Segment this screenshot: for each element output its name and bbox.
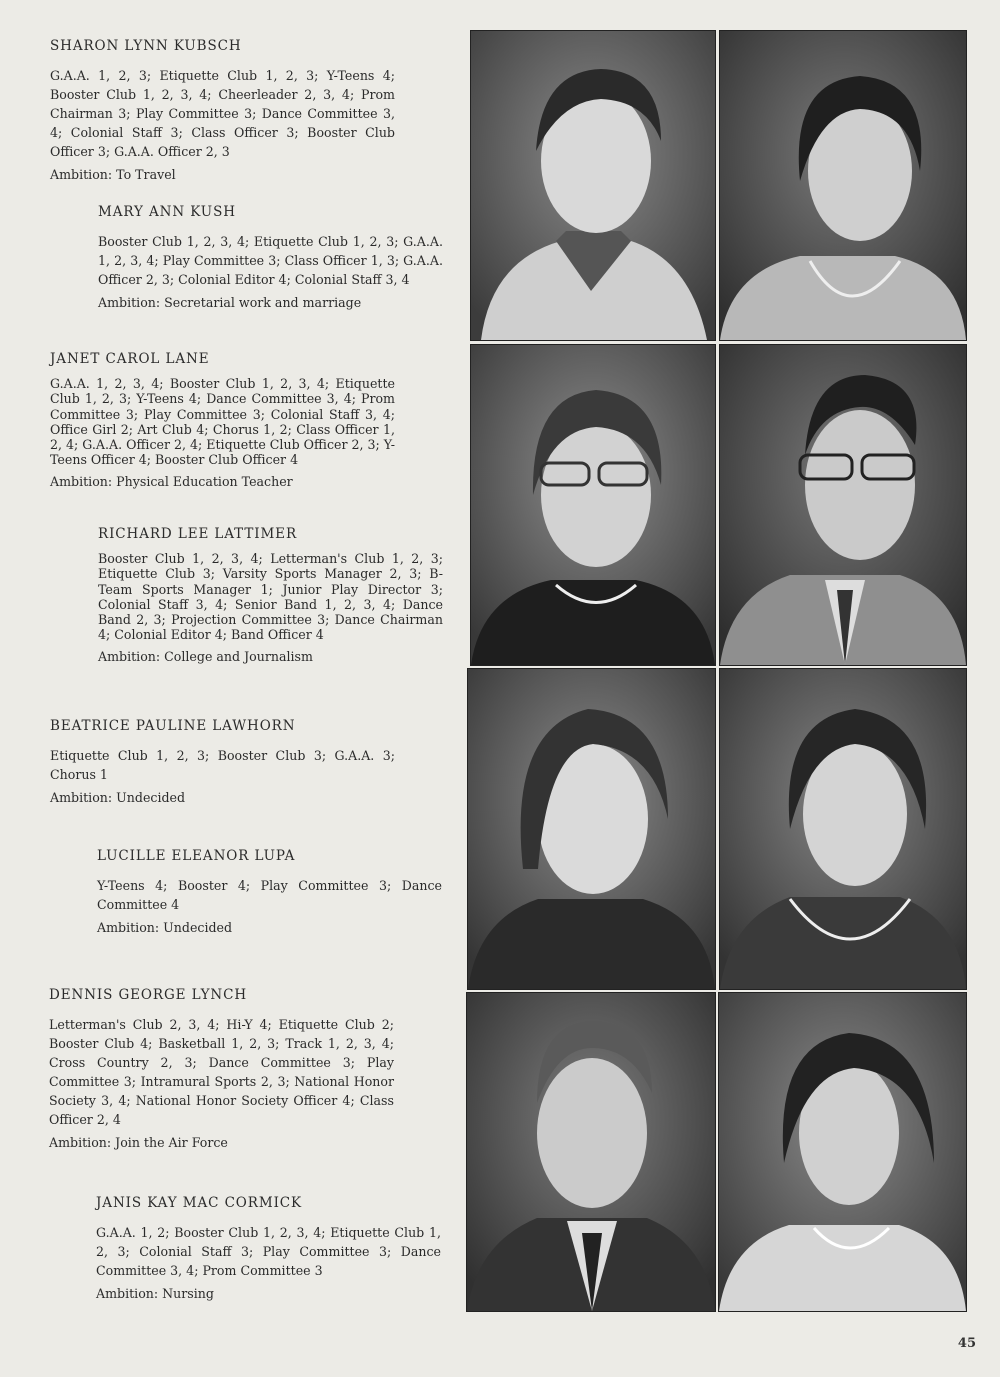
student-activities: Booster Club 1, 2, 3, 4; Etiquette Club 1, 2, 3; G.A.A. 1, 2, 3, 4; Play Committee 3; Class Officer 1, 3; G.A.A. Officer 2, 3; Colonial Editor 4; Colonial Staff 3, 4 <box>98 234 443 287</box>
student-ambition: Ambition: Join the Air Force <box>49 1135 228 1150</box>
student-entry <box>50 38 395 184</box>
student-entry <box>50 351 395 491</box>
student-entry <box>49 987 394 1152</box>
student-activities: Booster Club 1, 2, 3, 4; Letterman's Club 1, 2, 3; Etiquette Club 3; Varsity Sports Manager 2, 3; B-Team Sports Manager 1; Junior Play Director 3; Colonial Staff 3, 4; Senior Band 1, 2, 3, 4; Dance Band 2, 3; Projection Committee 3; Dance Chairman 4; Colonial Editor 4; Band Officer 4 <box>98 551 443 643</box>
student-name: DENNIS GEORGE LYNCH <box>49 987 248 1003</box>
student-ambition: Ambition: Undecided <box>50 790 186 805</box>
student-entry <box>97 848 442 937</box>
student-name: JANIS KAY MAC CORMICK <box>96 1195 303 1211</box>
student-activities: Letterman's Club 2, 3, 4; Hi-Y 4; Etiquette Club 2; Booster Club 4; Basketball 1, 2, 3; Track 1, 2, 3, 4; Cross Country 2, 3; Dance Committee 3; Play Committee 3; Intramural Sports 2, 3; National Honor Society 3, 4; National Honor Society Officer 4; Class Officer 2, 4 <box>49 1017 394 1127</box>
student-ambition: Ambition: To Travel <box>50 167 176 182</box>
student-portrait <box>467 668 716 990</box>
student-ambition: Ambition: Nursing <box>96 1286 214 1301</box>
student-activities: G.A.A. 1, 2, 3; Etiquette Club 1, 2, 3; Y-Teens 4; Booster Club 1, 2, 3, 4; Cheerleader 2, 3, 4; Prom Chairman 3; Play Committee 3; Dance Committee 3, 4; Colonial Staff 3; Class Officer 3; Booster Club Officer 3; G.A.A. Officer 2, 3 <box>50 68 395 159</box>
student-ambition: Ambition: Undecided <box>97 920 233 935</box>
student-entry <box>98 204 443 312</box>
student-activities: Etiquette Club 1, 2, 3; Booster Club 3; G.A.A. 3; Chorus 1 <box>50 748 395 782</box>
student-activities: Y-Teens 4; Booster 4; Play Committee 3; Dance Committee 4 <box>97 878 442 912</box>
student-portrait <box>718 992 967 1312</box>
student-ambition: Ambition: Physical Education Teacher <box>50 473 293 489</box>
student-name: RICHARD LEE LATTIMER <box>98 526 298 542</box>
student-name: JANET CAROL LANE <box>50 351 210 367</box>
student-activities: G.A.A. 1, 2, 3, 4; Booster Club 1, 2, 3, 4; Etiquette Club 1, 2, 3; Y-Teens 4; Dance Committee 3, 4; Prom Committee 3; Play Committee 3; Colonial Staff 3, 4; Office Girl 2; Art Club 4; Chorus 1, 2; Class Officer 1, 2, 4; G.A.A. Officer 2, 4; Etiquette Club Officer 2, 3; Y-Teens Officer 4; Booster Club Officer 4 <box>50 376 395 468</box>
student-portrait <box>470 344 716 666</box>
student-activities: G.A.A. 1, 2; Booster Club 1, 2, 3, 4; Etiquette Club 1, 2, 3; Colonial Staff 3; Play Committee 3; Dance Committee 3, 4; Prom Committee 3 <box>96 1225 441 1278</box>
student-ambition: Ambition: Secretarial work and marriage <box>98 295 362 310</box>
student-entry <box>96 1195 441 1303</box>
student-name: LUCILLE ELEANOR LUPA <box>97 848 296 864</box>
student-entry <box>50 718 395 807</box>
student-ambition: Ambition: College and Journalism <box>98 648 313 664</box>
student-portrait <box>719 30 967 341</box>
student-portrait <box>719 668 967 990</box>
student-portrait <box>466 992 716 1312</box>
student-name: MARY ANN KUSH <box>98 204 236 220</box>
student-entry <box>98 526 443 666</box>
student-portrait <box>470 30 716 341</box>
student-name: SHARON LYNN KUBSCH <box>50 38 242 54</box>
page-number: 45 <box>957 1336 976 1351</box>
student-name: BEATRICE PAULINE LAWHORN <box>50 718 296 734</box>
student-portrait <box>719 344 967 666</box>
